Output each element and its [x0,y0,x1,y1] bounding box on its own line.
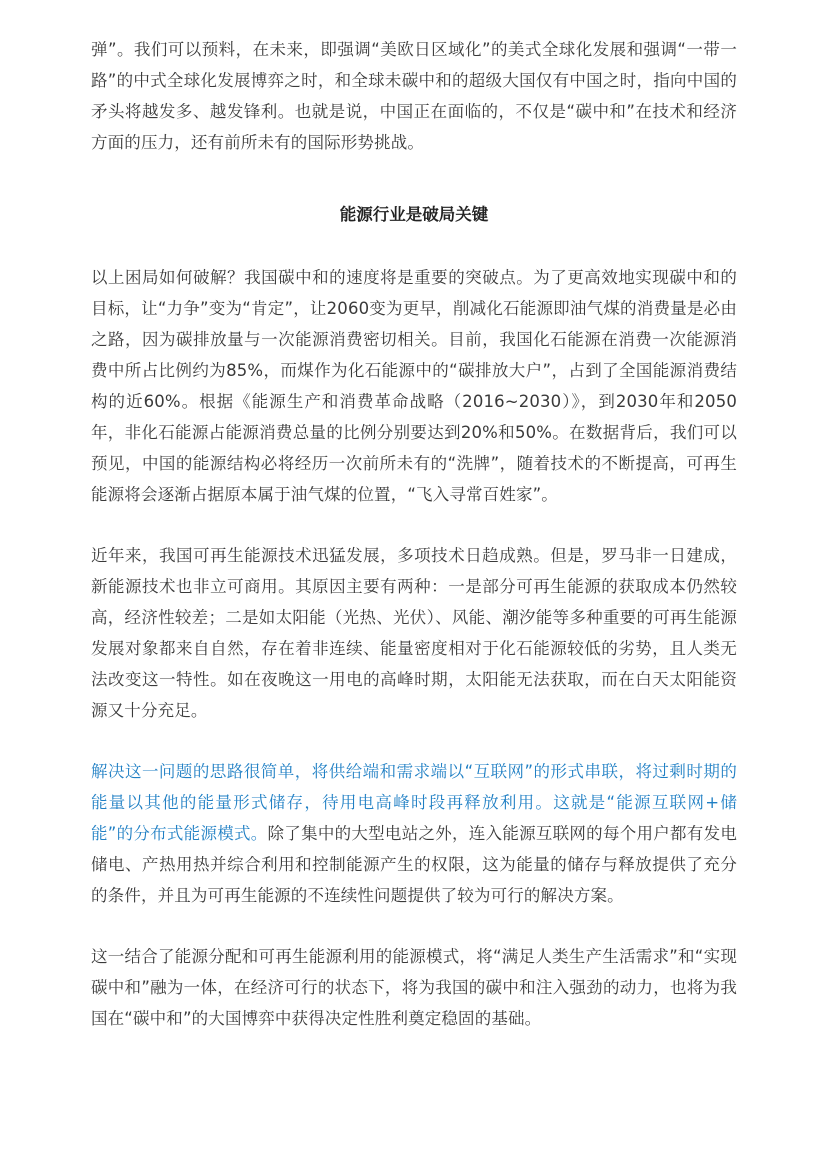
paragraph-continuation: 除了集中的大型电站之外，连入能源互联网的每个用户都有发电储电、产热用热并综合利用和控制能源产生的权限，这为能量的储存与释放提供了充分的条件，并且为可再生能源的不连续性问题提供了较为可行的解决方案。 [91,824,737,905]
paragraph-conclusion: 这一结合了能源分配和可再生能源利用的能源模式，将“满足人类生产生活需求”和“实现碳中和”融为一体，在经济可行的状态下，将为我国的碳中和注入强劲的动力，也将为我国在“碳中和”的大国博弈中获得决定性胜利奠定稳固的基础。 [91,947,737,1028]
article-body [91,34,737,1034]
paragraph-solution-question: 以上困局如何破解？我国碳中和的速度将是重要的突破点。为了更高效地实现碳中和的目标，让“力争”变为“肯定”，让2060变为更早，削减化石能源即油气煤的消费量是必由之路，因为碳排放量与一次能源消费密切相关。目前，我国化石能源在消费一次能源消费中所占比例约为85%，而煤作为化石能源中的“碳排放大户”，占到了全国能源消费结构的近60%。根据《能源生产和消费革命战略（2016~2030）》，到2030年和2050年，非化石能源占能源消费总量的比例分别要达到20%和50%。在数据背后，我们可以预见，中国的能源结构必将经历一次前所未有的“洗牌”，随着技术的不断提高，可再生能源将会逐渐占据原本属于油气煤的位置，“飞入寻常百姓家”。 [91,268,737,504]
section-heading: 能源行业是破局关键 [339,205,489,224]
paragraph-intro: 弹”。我们可以预料，在未来，即强调“美欧日区域化”的美式全球化发展和强调“一带一路”的中式全球化发展博弈之时，和全球未碳中和的超级大国仅有中国之时，指向中国的矛头将越发多、越发锋利。也就是说，中国正在面临的，不仅是“碳中和”在技术和经济方面的压力，还有前所未有的国际形势挑战。 [91,40,737,152]
highlighted-text: 解决这一问题的思路很简单，将供给端和需求端以“互联网”的形式串联，将过剩时期的能量以其他的能量形式储存，待用电高峰时段再释放利用。这就是“能源互联网+储能”的分布式能源模式。 [91,762,737,843]
paragraph-renewable-challenges: 近年来，我国可再生能源技术迅猛发展，多项技术日趋成熟。但是，罗马非一日建成，新能源技术也非立可商用。其原因主要有两种：一是部分可再生能源的获取成本仍然较高，经济性较差；二是如太阳能（光热、光伏）、风能、潮汐能等多种重要的可再生能源发展对象都来自自然，存在着非连续、能量密度相对于化石能源较低的劣势，且人类无法改变这一特性。如在夜晚这一用电的高峰时期，太阳能无法获取，而在白天太阳能资源又十分充足。 [91,546,737,720]
paragraph-energy-internet [91,756,737,911]
